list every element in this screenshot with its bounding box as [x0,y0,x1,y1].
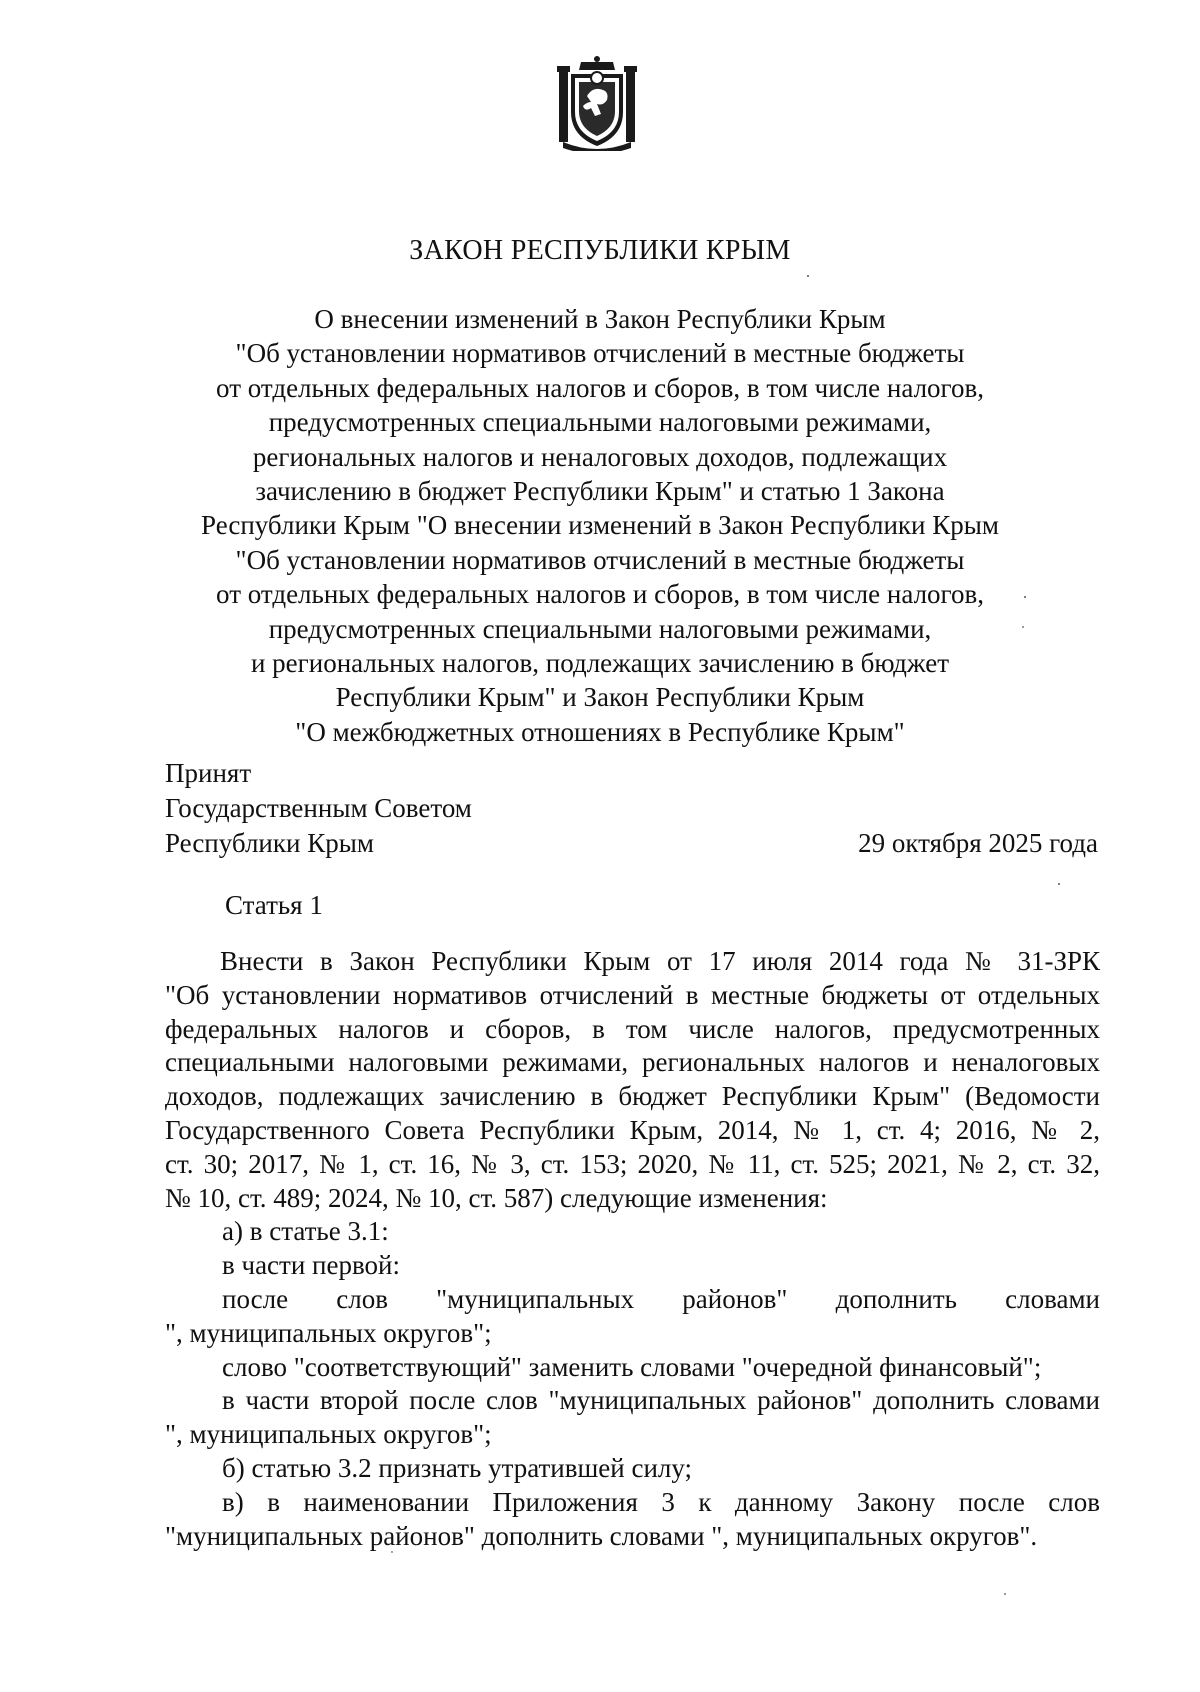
subject-line: от отдельных федеральных налогов и сборов, в том числе налогов, [216,372,984,403]
article-line: "муниципальных районов" дополнить словами ", муниципальных округов". [165,1520,1038,1551]
subject-line: и региональных налогов, подлежащих зачислению в бюджет [250,647,949,678]
article-line: слово "соответствующий" заменить словами "очередной финансовый"; [222,1351,1042,1382]
adoption-line: Государственным Советом [165,793,472,823]
law-title: ЗАКОН РЕСПУБЛИКИ КРЫМ [409,235,791,266]
subject-line: Республики Крым" и Закон Республики Крым [335,682,865,713]
article-body [165,944,1100,1552]
article-line: б) статью 3.2 признать утратившей силу; [222,1452,693,1483]
law-subject [180,302,1020,749]
article-line: Государственного Совета Республики Крым, 2014, № 1, ст. 4; 2016, № 2, [165,1114,1100,1145]
article-line: в) в наименовании Приложения 3 к данному Закону после слов [222,1486,1100,1517]
article-line: ", муниципальных округов"; [165,1419,492,1450]
subject-line: "О межбюджетных отношениях в Республике Крым" [295,716,905,747]
article-line: в части первой: [222,1250,400,1281]
article-line: ", муниципальных округов"; [165,1317,492,1348]
subject-line: предусмотренных специальными налоговыми режимами, [268,407,932,438]
subject-line: Республики Крым "О внесении изменений в Закон Республики Крым [201,510,999,541]
subject-line: "Об установлении нормативов отчислений в местные бюджеты [235,544,965,575]
article-line: специальными налоговыми режимами, региональных налогов и неналоговых [165,1047,1100,1078]
article-line: № 10, ст. 489; 2024, № 10, ст. 587) следующие изменения: [165,1182,828,1213]
article-line: федеральных налогов и сборов, в том числе налогов, предусмотренных [165,1013,1100,1044]
article-line: а) в статье 3.1: [222,1216,389,1247]
adoption-block [165,756,472,861]
article-line: после слов "муниципальных районов" дополнить словами [222,1283,1100,1314]
subject-line: О внесении изменений в Закон Республики Крым [314,304,886,334]
article-line: "Об установлении нормативов отчислений в местные бюджеты от отдельных [165,979,1100,1010]
subject-line: "Об установлении нормативов отчислений в местные бюджеты [235,338,965,369]
adoption-line: Республики Крым [165,828,374,858]
adoption-line: Принят [165,758,252,788]
article-heading: Статья 1 [225,890,323,920]
crimea-coat-of-arms-emblem [557,56,637,151]
article-line: ст. 30; 2017, № 1, ст. 16, № 3, ст. 153; 2020, № 11, ст. 525; 2021, № 2, ст. 32, [165,1148,1100,1179]
subject-line: от отдельных федеральных налогов и сборов, в том числе налогов, [216,579,984,610]
subject-line: зачислению в бюджет Республики Крым" и статью 1 Закона [255,475,945,506]
article-line: Внести в Закон Республики Крым от 17 июля 2014 года № 31-ЗРК [220,946,1100,976]
article-line: в части второй после слов "муниципальных районов" дополнить словами [222,1385,1100,1416]
adoption-date: 29 октября 2025 года [858,828,1098,858]
article-line: доходов, подлежащих зачислению в бюджет Республики Крым" (Ведомости [165,1081,1100,1112]
subject-line: предусмотренных специальными налоговыми режимами, [268,613,932,644]
subject-line: региональных налогов и неналоговых доходов, подлежащих [252,441,948,472]
